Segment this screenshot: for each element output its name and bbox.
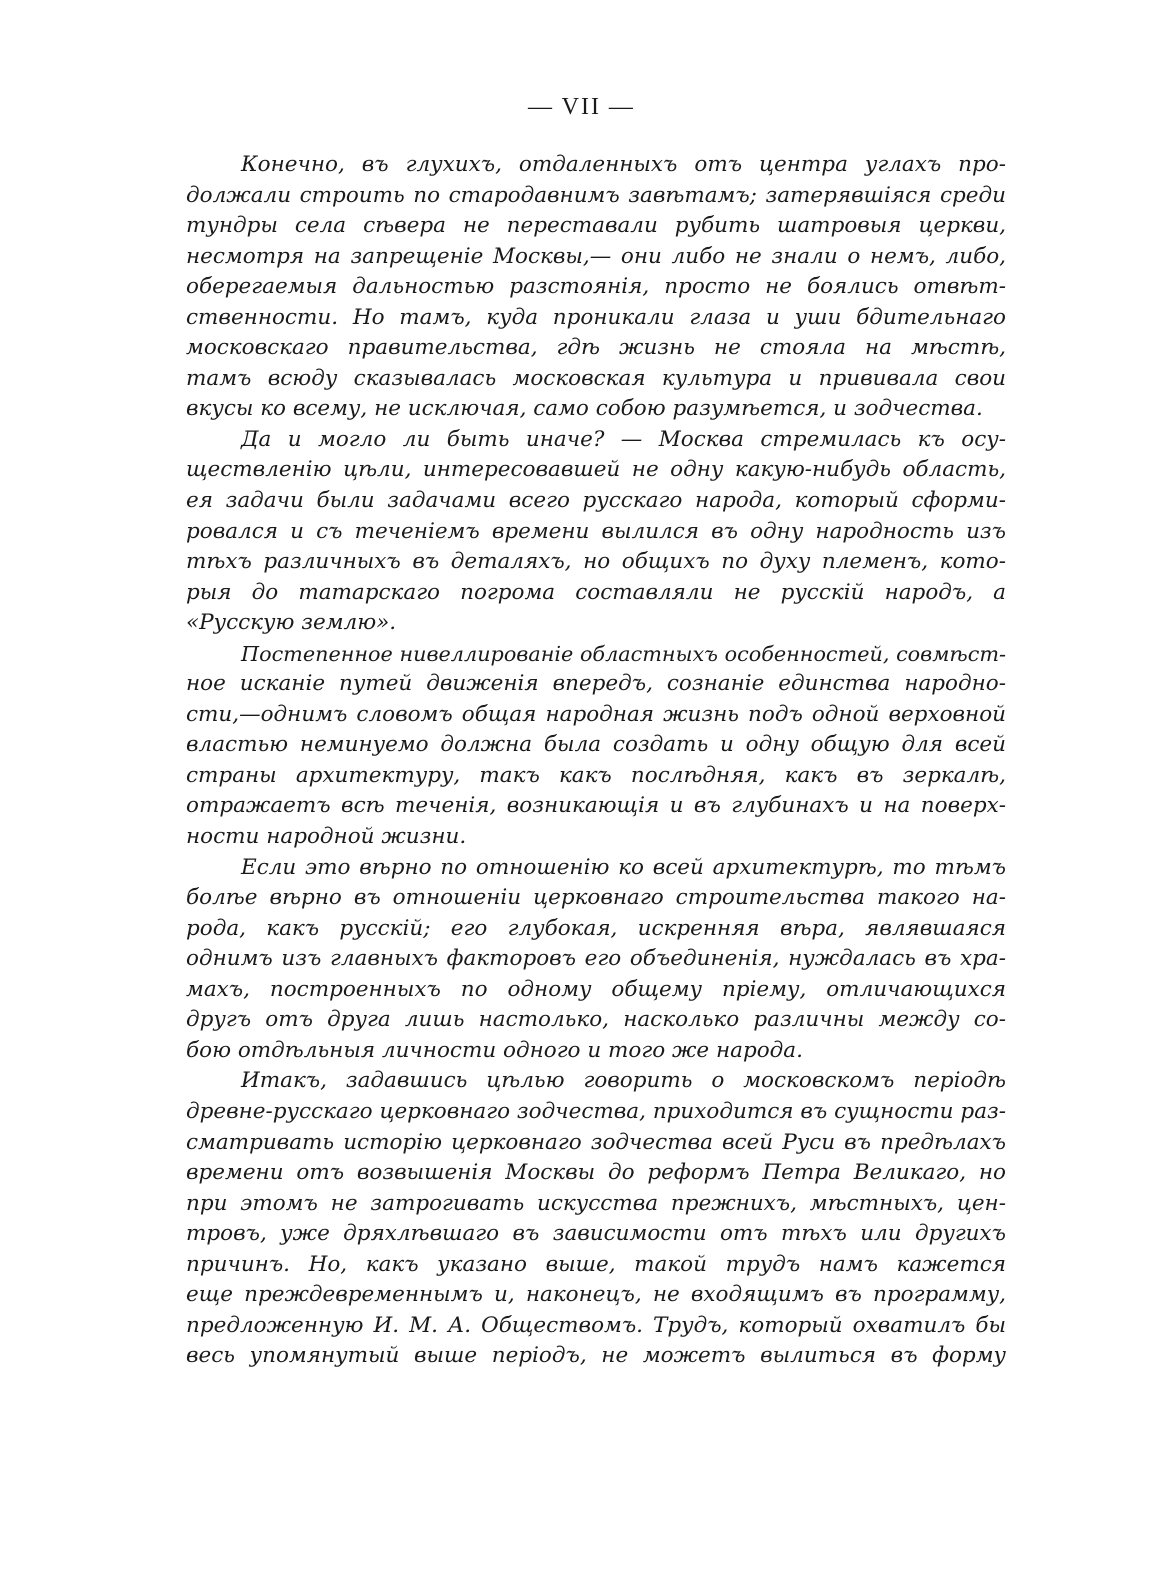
text-line: однимъ изъ главныхъ факторовъ его объединенія, нуждалась въ хра- (186, 946, 1006, 972)
paragraph (186, 425, 1006, 639)
text-line: тамъ всюду сказывалась московская культура и прививала свои (186, 365, 1006, 391)
text-line: оберегаемыя дальностью разстоянія, просто не боялись отвѣт- (186, 274, 1006, 300)
text-line: весь упомянутый выше періодъ, не можетъ вылиться въ форму (186, 1343, 1006, 1369)
text-line: древне-русскаго церковнаго зодчества, приходится въ сущности раз- (186, 1098, 1006, 1124)
paragraph (186, 150, 1006, 425)
page-number: — VII — (528, 94, 635, 120)
text-line: вкусы ко всему, не исключая, само собою разумѣется, и зодчества. (186, 396, 983, 422)
text-line: страны архитектуру, такъ какъ послѣдняя, какъ въ зеркалѣ, (186, 762, 1006, 788)
text-line: отражаетъ всѣ теченія, возникающія и въ глубинахъ и на поверх- (186, 793, 1006, 819)
text-line: болѣе вѣрно въ отношеніи церковнаго строительства такого на- (186, 885, 1006, 911)
text-line: Да и могло ли быть иначе? — Москва стремилась къ осу- (241, 426, 1006, 452)
text-line: властью неминуемо должна была создать и одну общую для всей (186, 732, 1006, 758)
text-line: Итакъ, задавшись цѣлью говорить о московскомъ періодѣ (241, 1068, 1006, 1094)
text-line: ности народной жизни. (186, 824, 467, 850)
text-line: махъ, построенныхъ по одному общему пріему, отличающихся (186, 976, 1006, 1002)
text-line: при этомъ не затрогивать искусства прежнихъ, мѣстныхъ, цен- (186, 1190, 1006, 1216)
text-line: предложенную И. М. А. Обществомъ. Трудъ, который охватилъ бы (186, 1312, 1006, 1338)
text-line: московскаго правительства, гдѣ жизнь не стояла на мѣстѣ, (186, 335, 1006, 361)
text-line: ственности. Но тамъ, куда проникали глаза и уши бдительнаго (186, 304, 1006, 330)
text-line: еще преждевременнымъ и, наконецъ, не входящимъ въ программу, (186, 1282, 1006, 1308)
text-line: рода, какъ русскій; его глубокая, искренняя вѣра, являвшаяся (186, 915, 1006, 941)
text-line: Постепенное нивеллированіе областныхъ особенностей, совмѣст- (241, 641, 1006, 666)
text-line: тундры села сѣвера не переставали рубить шатровыя церкви, (186, 213, 1006, 239)
text-line: тѣхъ различныхъ въ деталяхъ, но общихъ по духу племенъ, кото- (186, 549, 1006, 575)
text-line: сматривать исторію церковнаго зодчества всей Руси въ предѣлахъ (186, 1129, 1006, 1155)
text-line: тровъ, уже дряхлѣвшаго въ зависимости отъ тѣхъ или другихъ (186, 1221, 1006, 1247)
body-text (186, 150, 1006, 1372)
text-line: другъ отъ друга лишь настолько, насколько различны между со- (186, 1007, 1006, 1033)
text-line: времени отъ возвышенія Москвы до реформъ Петра Великаго, но (186, 1160, 1006, 1186)
paragraph (186, 639, 1006, 853)
text-line: «Русскую землю». (186, 610, 397, 636)
text-line: ществленію цѣли, интересовавшей не одну какую-нибудь область, (186, 457, 1006, 483)
text-line: ея задачи были задачами всего русскаго народа, который сформи- (186, 488, 1006, 514)
text-line: сти,—однимъ словомъ общая народная жизнь подъ одной верховной (186, 701, 1006, 727)
paragraph (186, 1066, 1006, 1371)
text-line: Если это вѣрно по отношенію ко всей архитектурѣ, то тѣмъ (241, 854, 1006, 880)
text-line: причинъ. Но, какъ указано выше, такой трудъ намъ кажется (186, 1251, 1006, 1277)
text-line: бою отдѣльныя личности одного и того же народа. (186, 1037, 803, 1063)
text-line: несмотря на запрещеніе Москвы,— они либо не знали о немъ, либо, (186, 243, 1006, 269)
text-line: рыя до татарскаго погрома составляли не русскій народъ, а (186, 579, 1006, 605)
text-line: должали строить по стародавнимъ завѣтамъ; затерявшіяся среди (186, 182, 1006, 208)
text-line: ное исканіе путей движенія впередъ, сознаніе единства народно- (186, 671, 1006, 697)
text-line: ровался и съ теченіемъ времени вылился въ одну народность изъ (186, 518, 1006, 544)
text-line: Конечно, въ глухихъ, отдаленныхъ отъ центра углахъ про- (241, 152, 1006, 177)
paragraph (186, 853, 1006, 1067)
